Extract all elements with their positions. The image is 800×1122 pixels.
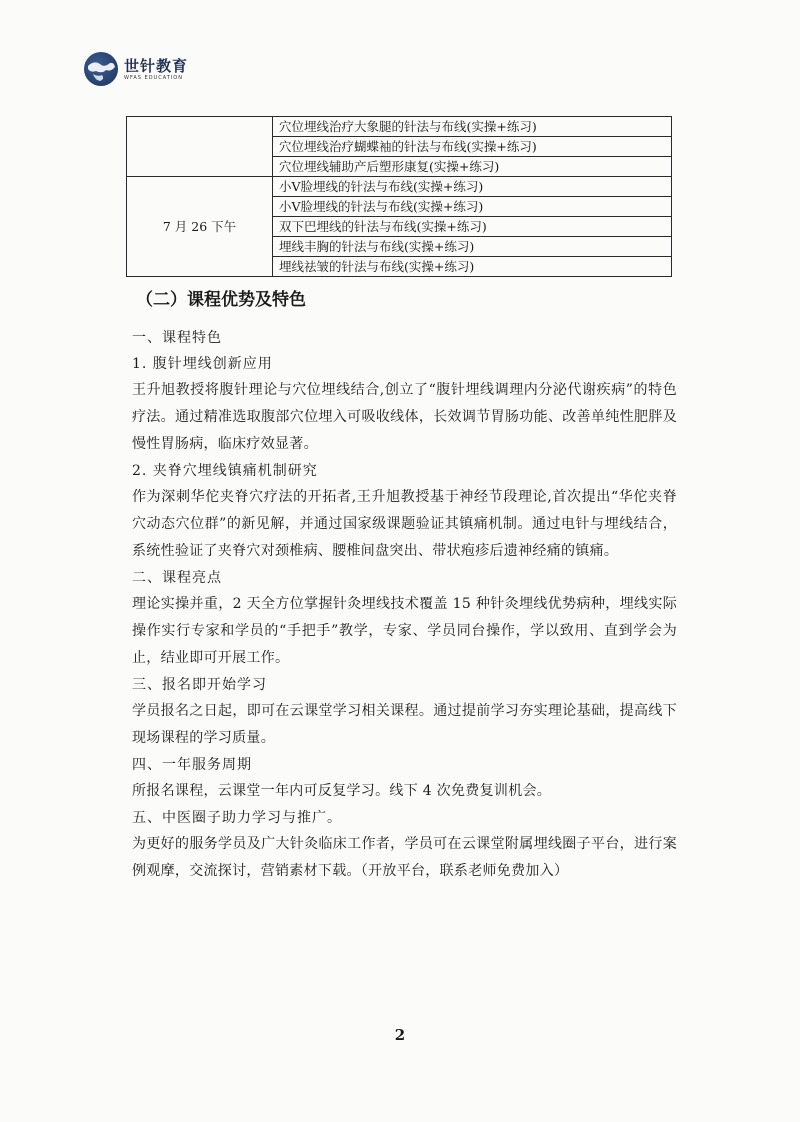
table-row	[127, 117, 672, 137]
section-title: （二）课程优势及特色	[136, 290, 306, 310]
table-cell: 双下巴埋线的针法与布线(实操+练习)	[273, 217, 672, 237]
feature-1-heading: 1. 腹针埋线创新应用	[132, 356, 273, 372]
table-cell: 穴位埋线治疗蝴蝶袖的针法与布线(实操+练习)	[273, 137, 672, 157]
feature-1-text: 王升旭教授将腹针理论与穴位埋线结合,创立了“腹针埋线调理内分泌代谢疾病”的特色疗法。通过精准选取腹部穴位埋入可吸收线体，长效调节胃肠功能、改善单纯性肥胖及慢性胃肠病，临床疗效显著。	[132, 382, 677, 452]
brand-logo	[84, 52, 188, 86]
feature-2-heading: 2. 夹脊穴埋线镇痛机制研究	[132, 463, 318, 479]
table-cell: 埋线祛皱的针法与布线(实操+练习)	[273, 257, 672, 277]
page-number: 2	[394, 1026, 406, 1044]
table-cell: 穴位埋线治疗大象腿的针法与布线(实操+练习)	[273, 117, 672, 137]
table-cell: 埋线丰胸的针法与布线(实操+练习)	[273, 237, 672, 257]
features-heading: 一、课程特色	[132, 330, 222, 346]
service-text: 所报名课程，云课堂一年内可反复学习。线下 4 次免费复训机会。	[132, 783, 552, 799]
circle-text: 为更好的服务学员及广大针灸临床工作者，学员可在云课堂附属埋线圈子平台，进行案例观摩，交流探讨，营销素材下载。（开放平台，联系老师免费加入）	[132, 836, 677, 879]
logo-name: 世针教育	[124, 56, 189, 75]
table-cell: 小V脸埋线的针法与布线(实操+练习)	[273, 197, 672, 217]
table-cell: 小V脸埋线的针法与布线(实操+练习)	[273, 177, 672, 197]
circle-heading: 五、中医圈子助力学习与推广。	[132, 810, 342, 826]
enroll-text: 学员报名之日起，即可在云课堂学习相关课程。通过提前学习夯实理论基础，提高线下现场课程的学习质量。	[132, 703, 677, 746]
feature-2-text: 作为深刺华佗夹脊穴疗法的开拓者,王升旭教授基于神经节段理论,首次提出“华佗夹脊穴动态穴位群”的新见解，并通过国家级课题验证其镇痛机制。通过电针与埋线结合，系统性验证了夹脊穴对颈椎病、腰椎间盘突出、带状疱疹后遗神经痛的镇痛。	[132, 489, 677, 559]
section-content	[132, 325, 677, 885]
enroll-heading: 三、报名即开始学习	[132, 677, 267, 693]
highlights-text: 理论实操并重，2 天全方位掌握针灸埋线技术覆盖 15 种针灸埋线优势病种，埋线实际操作实行专家和学员的“手把手”教学，专家、学员同台操作，学以致用、直到学会为止，结业即可开展工作。	[132, 596, 677, 666]
table-time-cell: 7 月 26 下午	[127, 177, 273, 277]
schedule-table	[126, 116, 672, 277]
table-cell: 穴位埋线辅助产后塑形康复(实操+练习)	[273, 157, 672, 177]
logo-subtitle: WFAS EDUCATION	[124, 74, 183, 81]
globe-icon	[84, 52, 118, 86]
highlights-heading: 二、课程亮点	[132, 570, 222, 586]
service-heading: 四、一年服务周期	[132, 757, 252, 773]
table-row	[127, 177, 672, 197]
table-cell-empty	[127, 117, 273, 177]
